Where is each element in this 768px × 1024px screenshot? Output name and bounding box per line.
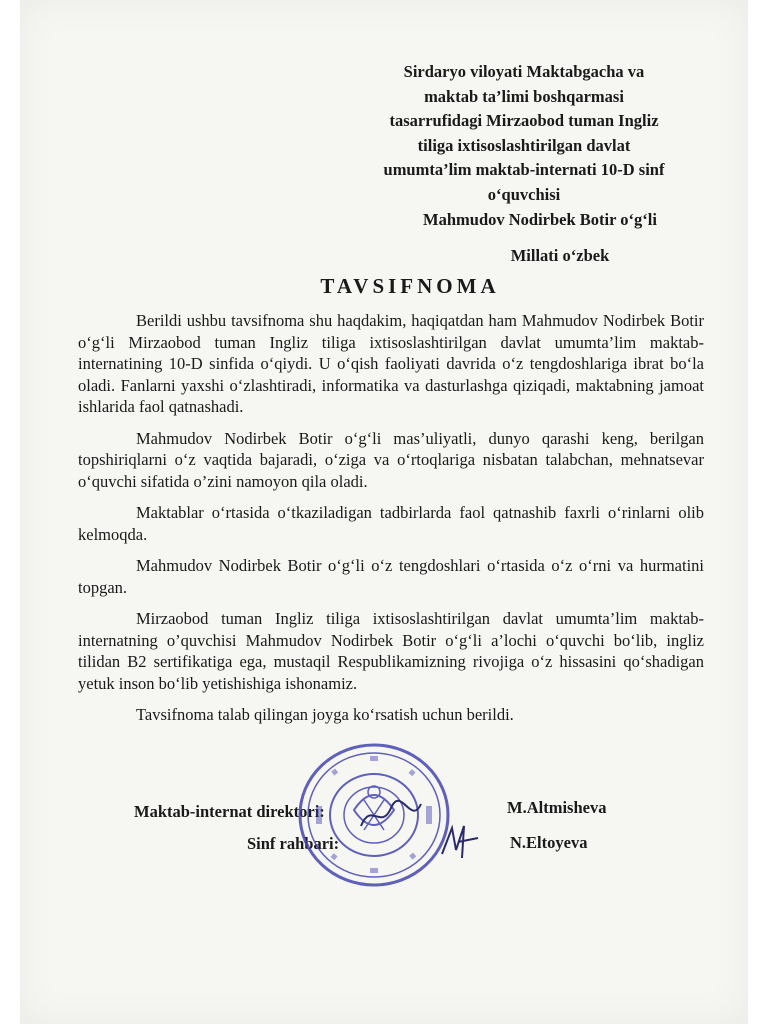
class-teacher-title: Sinf rahbari: [247,834,340,853]
address-line: umumta’lim maktab-internati 10-D sinf [383,160,665,179]
document-title: TAVSIFNOMA [320,274,500,298]
addressee-block [330,60,718,207]
address-line: maktab ta’limi boshqarmasi [424,86,624,106]
address-line: o‘quvchisi [487,184,561,204]
class-teacher-name: N.Eltoyeva [510,833,588,852]
body-paragraph: Mirzaobod tuman Ingliz tiliga ixtisoslashtirilgan davlat umumta’lim maktab-internatning o’quvchisi Mahmudov Nodirbek Botir o‘g‘li a’lochi o‘quvchi bo‘lib, ingliz tilidan B2 sertifikatiga ega, mustaqil Respublikamizning rivojiga o‘z hissasini qo‘shadigan yetuk inson bo‘lib yetishishiga ishonamiz. [78,609,704,693]
signature-area [0,740,768,900]
teacher-signature-icon [438,820,482,864]
body-paragraph: Mahmudov Nodirbek Botir o‘g‘li mas’uliyatli, dunyo qarashi keng, berilgan topshiriqlarni o‘z vaqtida bajaradi, o‘ziga va o‘rtoqlariga nisbatan talabchan, mehnatsevar o‘quvchi sifatida o’zini namoyon qila oladi. [78,428,704,491]
body-paragraph: Berildi ushbu tavsifnoma shu haqdakim, haqiqatdan ham Mahmudov Nodirbek Botir o‘g‘li Mirzaobod tuman Ingliz tiliga ixtisoslashtirilgan davlat umumta’lim maktab-internatining 10-D sinfida o‘qiydi. U o‘qish faoliyati davrida o‘z tengdoshlariga ibrat bo‘la oladi. Fanlarni yaxshi o‘zlashtiradi, informatika va dasturlashga qiziqadi, maktabning jamoat ishlarida faol qatnashadi. [78,311,704,416]
address-line: tiliga ixtisoslashtirilgan davlat [417,135,631,155]
nationality: Millati o‘zbek [510,246,610,265]
closing-paragraph: Tavsifnoma talab qilingan joyga ko‘rsatish uchun berildi. [136,705,514,724]
body-paragraph: Maktablar o‘rtasida o‘tkaziladigan tadbirlarda faol qatnashib faxrli o‘rinlarni olib kelmoqda. [78,503,704,544]
address-line: tasarrufidagi Mirzaobod tuman Ingliz [389,111,659,130]
director-name: M.Altmisheva [507,798,607,817]
student-name: Mahmudov Nodirbek Botir o‘g‘li [423,210,657,229]
director-signature-icon [356,796,426,836]
director-title: Maktab-internat direktori: [134,802,325,821]
body-paragraph: Mahmudov Nodirbek Botir o‘g‘li o‘z tengdoshlari o‘rtasida o‘z o‘rni va hurmatini topgan. [78,556,704,597]
address-line: Sirdaryo viloyati Maktabgacha va [403,62,645,81]
document-body [78,310,704,726]
